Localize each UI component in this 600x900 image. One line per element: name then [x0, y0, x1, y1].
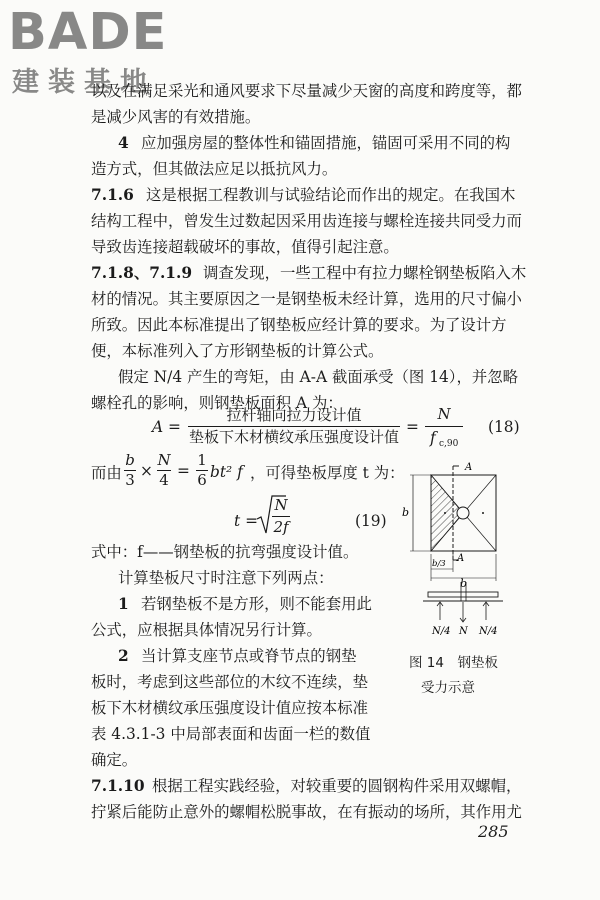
eq18-denominator-subscript: c,90 — [439, 439, 459, 449]
section-number: 7.1.8、7.1.9 — [91, 264, 193, 282]
inline-eq-n: N — [157, 451, 171, 469]
load-label-center: N — [459, 626, 468, 637]
figure-caption-line-2: 受力示意 — [421, 680, 475, 696]
text-line: 板下木材横纹承压强度设计值应按本标准 — [91, 699, 369, 717]
text-line: 式中：f——钢垫板的抗弯强度设计值。 — [91, 543, 359, 561]
text-line: 假定 N/4 产生的弯矩，由 A-A 截面承受（图 14），并忽略 — [118, 368, 519, 386]
eq18-label: (18) — [488, 418, 520, 436]
inline-eq-4: 4 — [159, 471, 169, 489]
load-label-right: N/4 — [479, 626, 498, 637]
dimension-label-b: b — [402, 506, 410, 519]
inline-eq-1: 1 — [197, 451, 207, 469]
text-line: 根据工程实践经验，对较重要的圆钢构件采用双螺帽， — [152, 777, 522, 795]
text-line: 确定。 — [91, 751, 138, 769]
text-line: 调查发现，一些工程中有拉力螺栓钢垫板陷入木 — [203, 264, 527, 282]
eq19-label: (19) — [355, 512, 387, 530]
text-line: 所致。因此本标准提出了钢垫板应经计算的要求。为了设计方 — [91, 316, 507, 334]
section-number: 7.1.6 — [91, 186, 134, 204]
list-number: 4 — [118, 134, 129, 152]
text-line: 拧紧后能防止意外的螺帽松脱事故，在有振动的场所，其作用尤 — [91, 803, 522, 821]
inline-eq-b: b — [125, 451, 135, 469]
list-number: 2 — [118, 647, 129, 665]
text-line: ，可得垫板厚度 t 为： — [250, 464, 405, 482]
eq18-denominator-2: f — [430, 429, 436, 447]
text-line: 表 4.3.1-3 中局部表面和齿面一栏的数值 — [91, 725, 371, 743]
section-label-top: A — [465, 462, 473, 473]
logo-brand-text: BADE — [8, 3, 168, 62]
dimension-b-vertical — [402, 475, 431, 551]
eq18-fraction-bar-2 — [425, 426, 463, 427]
dimension-label-b-horizontal: b — [460, 577, 468, 590]
logo-tagline: 建装基地 — [12, 67, 156, 98]
eq18-equals: = — [406, 418, 419, 436]
text-line: 便，本标准列入了方形钢垫板的计算公式。 — [91, 342, 384, 360]
inline-eq-3: 3 — [125, 471, 135, 489]
eq19-lhs: t = — [234, 512, 258, 530]
eq18-denominator-1: 垫板下木材横纹承压强度设计值 — [188, 428, 399, 446]
page-number: 285 — [478, 822, 509, 841]
eq18-numerator-1: 拉杆轴向拉力设计值 — [226, 406, 362, 424]
eq19-fraction-bar — [272, 516, 290, 517]
text-line: 应加强房屋的整体性和锚固措施，锚固可采用不同的构 — [141, 134, 511, 152]
text-line: 是减少风害的有效措施。 — [91, 108, 261, 126]
text-line: 若钢垫板不是方形，则不能套用此 — [141, 595, 372, 613]
section-number: 7.1.10 — [91, 777, 145, 795]
text-line: 造方式，但其做法应足以抵抗风力。 — [91, 160, 338, 178]
section-label-bottom: A — [457, 553, 465, 564]
figure-14-diagram — [395, 450, 520, 650]
eq19-numerator: N — [274, 496, 288, 514]
inline-eq-body: bt² f — [210, 463, 243, 481]
text-line: 以及在满足采光和通风要求下尽量减少天窗的高度和跨度等，都 — [91, 82, 522, 100]
load-arrows — [431, 602, 497, 637]
eq18-numerator-2: N — [437, 405, 451, 423]
text-line: 计算垫板尺寸时注意下列两点： — [118, 569, 334, 587]
dimension-label-b3: b/3 — [432, 559, 446, 569]
load-label-left: N/4 — [432, 626, 451, 637]
figure-caption: 图 14 钢垫板 — [409, 655, 498, 671]
text-line: 这是根据工程教训与试验结论而作出的规定。在我国木 — [146, 186, 516, 204]
dimension-b3 — [431, 554, 453, 572]
text-line: 导致齿连接超载破坏的事故，值得引起注意。 — [91, 238, 399, 256]
text-line: 材的情况。其主要原因之一是钢垫板未经计算，选用的尺寸偏小 — [91, 290, 522, 308]
inline-eq-equals: = — [177, 462, 190, 480]
list-number: 1 — [118, 595, 129, 613]
text-line: 当计算支座节点或脊节点的钢垫 — [141, 647, 357, 665]
inline-eq-times: × — [140, 462, 153, 480]
text-line: 板时，考虑到这些部位的木纹不连续，垫 — [91, 673, 369, 691]
eq18-fraction-bar-1 — [188, 426, 400, 427]
text-line: 公式，应根据具体情况另行计算。 — [91, 621, 322, 639]
inline-eq-6: 6 — [197, 471, 207, 489]
text-line: 结构工程中，曾发生过数起因采用齿连接与螺栓连接共同受力而 — [91, 212, 522, 230]
inline-eq-prefix: 而由 — [91, 464, 122, 482]
eq18-lhs: A = — [152, 418, 181, 436]
text-line: 螺栓孔的影响，则钢垫板面积 A 为： — [91, 394, 343, 412]
steel-plate-plan — [431, 475, 496, 551]
eq19-denominator: 2f — [273, 518, 289, 536]
